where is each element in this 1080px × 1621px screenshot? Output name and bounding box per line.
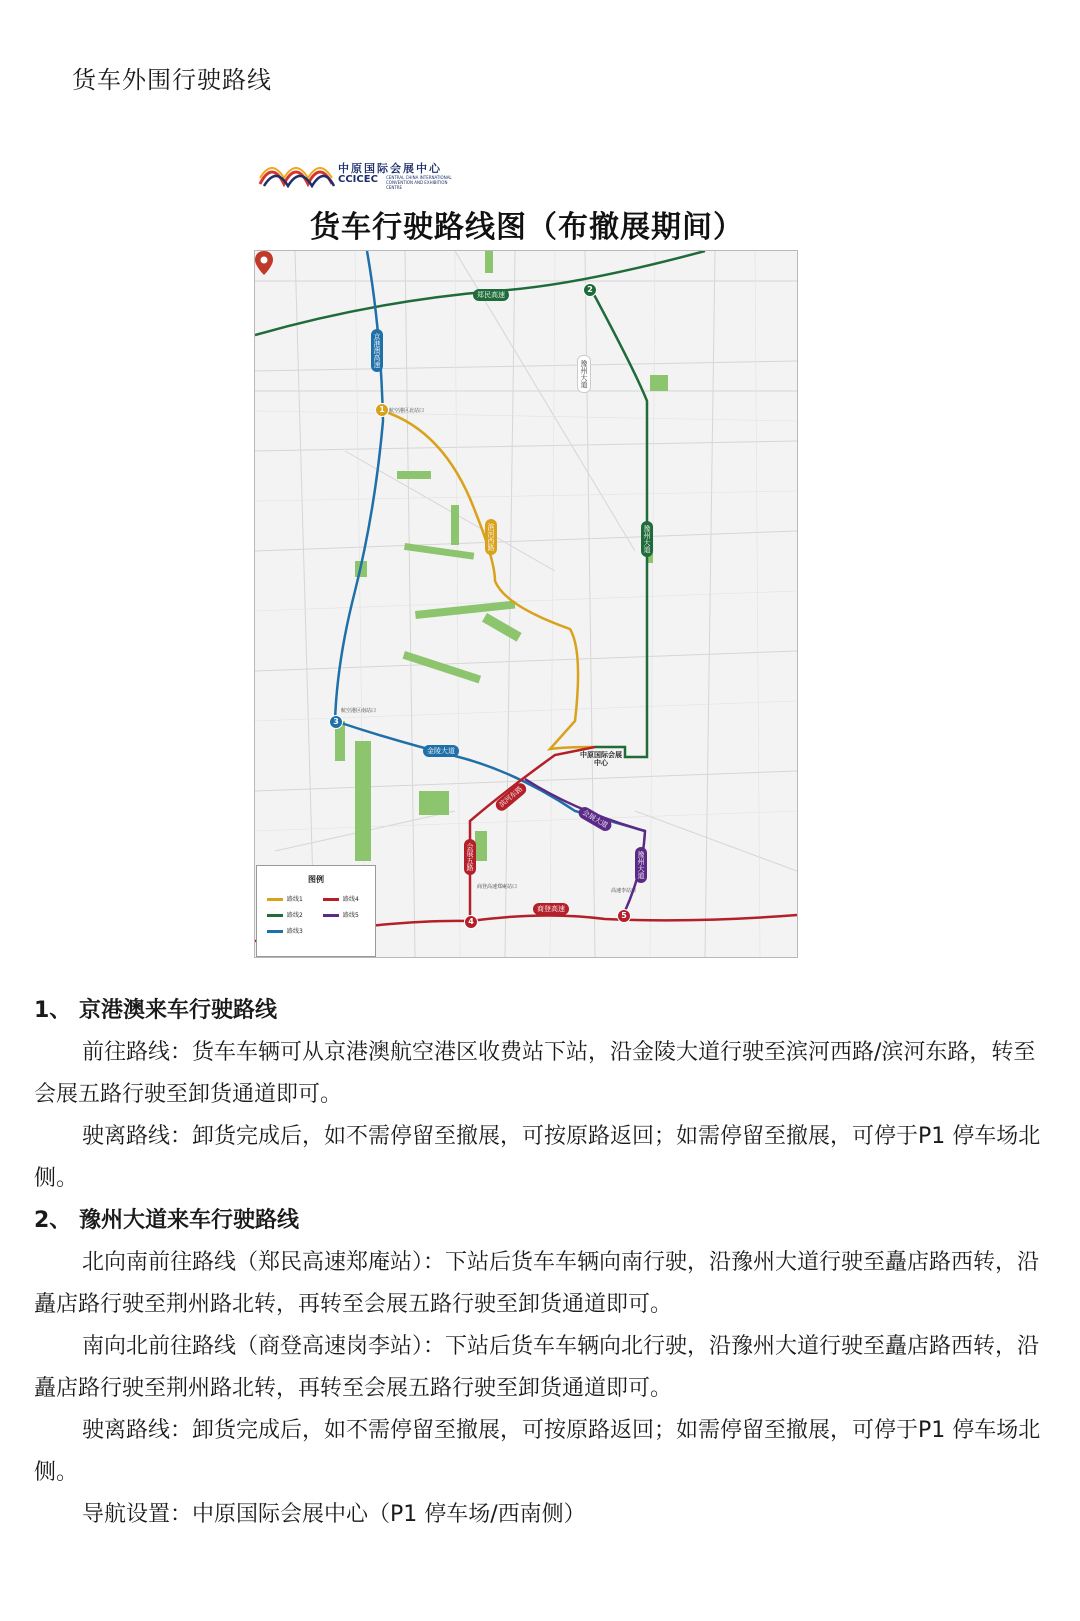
route-node-2: 2 [583, 283, 597, 297]
road-label: 金陵大道 [423, 745, 459, 757]
road-label: 郑民高速 [473, 289, 509, 301]
route-node-3: 3 [329, 715, 343, 729]
road-label: 商登高速 [533, 903, 569, 915]
location-pin-icon [255, 251, 273, 275]
paragraph: 驶离路线：卸货完成后，如不需停留至撤展，可按原路返回；如需停留至撤展，可停于P1 停车场北侧。 [34, 1418, 1041, 1485]
map-legend [256, 865, 376, 957]
route-node-5: 5 [617, 909, 631, 923]
venue-logo [258, 158, 458, 192]
route-node-1: 1 [375, 403, 389, 417]
section-heading: 1、 京港澳来车行驶路线 [34, 998, 277, 1023]
paragraph: 驶离路线：卸货完成后，如不需停留至撤展，可按原路返回；如需停留至撤展，可停于P1 停车场北侧。 [34, 1124, 1041, 1191]
logo-sub: CENTRAL CHINA INTERNATIONAL CONVENTION AND EXHIBITION CENTRE [386, 175, 452, 190]
road-label: 京港澳高速 [371, 329, 383, 372]
road-label: 滨河东路 [493, 781, 528, 813]
legend-title: 图例 [308, 875, 324, 884]
paragraph: 北向南前往路线（郑民高速郑庵站）：下站后货车车辆向南行驶，沿豫州大道行驶至矗店路西转，沿矗店路行驶至荆州路北转，再转至会展五路行驶至卸货通道即可。 [34, 1250, 1040, 1317]
road-label: 航空港区南站口 [341, 708, 377, 714]
road-label: 豫州大道 [577, 355, 591, 393]
logo-en: CCICEC [338, 174, 378, 185]
paragraph: 前往路线：货车车辆可从京港澳航空港区收费站下站，沿金陵大道行驶至滨河西路/滨河东路，转至会展五路行驶至卸货通道即可。 [34, 1040, 1036, 1107]
route-map-figure [254, 158, 800, 958]
route-node-4: 4 [464, 915, 478, 929]
road-label: 豫州大道 [635, 847, 647, 883]
section-heading: 2、 豫州大道来车行驶路线 [34, 1208, 299, 1233]
legend-item: 路线1 [267, 894, 303, 903]
legend-item: 路线3 [267, 926, 303, 935]
road-label: 航空港区北站口 [389, 408, 425, 414]
map-canvas [254, 250, 798, 958]
route-1-line [383, 411, 595, 749]
street-grid [255, 251, 797, 957]
paragraph: 导航设置：中原国际会展中心（P1 停车场/西南侧） [82, 1502, 586, 1527]
paragraph: 南向北前往路线（商登高速岗李站）：下站后货车车辆向北行驶，沿豫州大道行驶至矗店路西转，沿矗店路行驶至荆州路北转，再转至会展五路行驶至卸货通道即可。 [34, 1334, 1040, 1401]
legend-item: 路线4 [323, 894, 359, 903]
road-label: 高速李站口 [611, 888, 637, 894]
road-label: 会展五路 [464, 839, 476, 875]
road-label: 豫州大道 [641, 521, 653, 557]
legend-item: 路线5 [323, 910, 359, 919]
venue-name: 中原国际会展中心 [580, 751, 622, 767]
map-title: 货车行驶路线图（布撤展期间） [310, 210, 744, 245]
road-label: 会展大道 [576, 805, 613, 833]
page-title: 货车外围行驶路线 [72, 66, 272, 94]
map-svg [255, 251, 797, 957]
route-2-branch [591, 289, 647, 757]
logo-cn: 中原国际会展中心 [338, 162, 442, 175]
logo-waves-icon [258, 158, 336, 188]
route-description [34, 990, 1044, 1536]
road-label: 商登高速郑庵站口 [477, 884, 518, 890]
route-4-branch [470, 747, 595, 921]
legend-item: 路线2 [267, 910, 303, 919]
road-label: 滨河西路 [485, 519, 497, 555]
